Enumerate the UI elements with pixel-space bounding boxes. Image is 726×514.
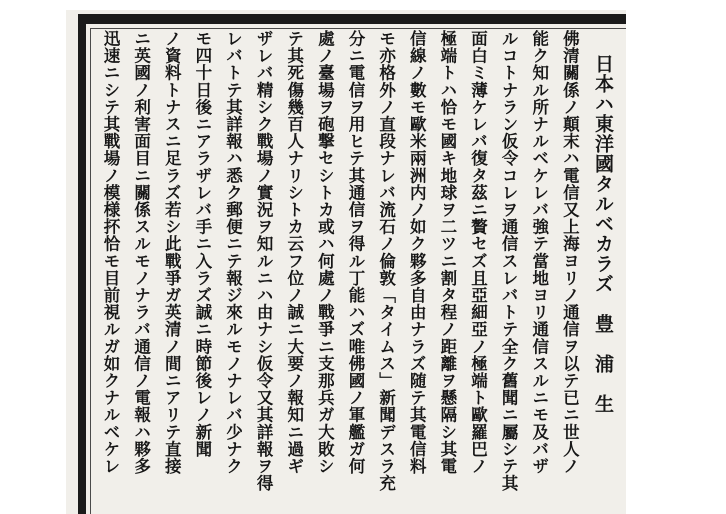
inner-rule-top	[90, 28, 626, 29]
text-column-5: 極端トハ恰モ國キ地球ヲ二ツニ割タ程ノ距離ヲ懸隔シ其電	[437, 30, 457, 475]
text-column-6: 信線ノ數モ歐米兩洲内ノ如ク夥多自由ナラズ随テ其電信料	[407, 30, 427, 475]
text-column-4: 面白ミ薄ケレバ復タ茲ニ贅セズ且亞細亞ノ極端ト歐羅巴ノ	[468, 30, 488, 475]
text-column-15: ニ英國ノ利害面目ニ關係スルモノナラバ通信ノ電報ハ夥多	[131, 30, 151, 475]
text-column-11: ザレバ精シク戰場ノ實況ヲ知ルニハ由ナシ仮令又其詳報ヲ得	[254, 30, 274, 492]
text-column-2: 能ク知ル所ナルベケレバ強テ當地ヨリ通信スルニモ及バザ	[529, 30, 549, 475]
inner-rule-left	[90, 28, 91, 514]
article-title: 日本ハ東洋國タルベカラズ 豊 浦 生	[592, 54, 614, 414]
text-column-16: 迅速ニシテ其戰場ノ模様抔恰モ目前視ルガ如クナルベケレ	[101, 30, 120, 475]
article-body	[98, 30, 618, 508]
text-column-12: レバトテ其詳報ハ悉ク郵便ニテ報ジ來ルモノナレバ少ナク	[223, 30, 243, 475]
thick-border-top	[78, 14, 626, 24]
text-column-9: 處ノ臺場ヲ砲撃セシトカ或ハ何處ノ戰爭ニ支那兵ガ大敗シ	[315, 30, 335, 475]
text-column-3: ルコトナラン仮令コレヲ通信スレバトテ全ク舊聞ニ屬シテ其	[499, 30, 519, 492]
text-column-13: モ四十日後ニアラザレバ手ニ入ラズ誠ニ時節後レノ新聞	[192, 30, 212, 458]
text-column-7: モ亦格外ノ直段ナレバ流石ノ倫敦「タイムス」新聞デスラ充	[376, 30, 396, 492]
thick-border-left	[78, 14, 86, 514]
text-column-14: ノ資料トナスニ足ラズ若シ此戰爭ガ英清ノ間ニアリテ直接	[162, 30, 182, 475]
text-column-10: テ其死傷幾百人ナリシトカ云フ位ノ誠ニ大要ノ報知ニ過ギ	[284, 30, 304, 475]
text-column-8: 分ニ電信ヲ用ヒテ其通信ヲ得ル丁能ハズ唯佛國ノ軍艦ガ何	[346, 30, 365, 475]
text-column-1: 佛清關係ノ顛末ハ電信又上海ヨリノ通信ヲ以テ已ニ世人ノ	[560, 30, 580, 475]
